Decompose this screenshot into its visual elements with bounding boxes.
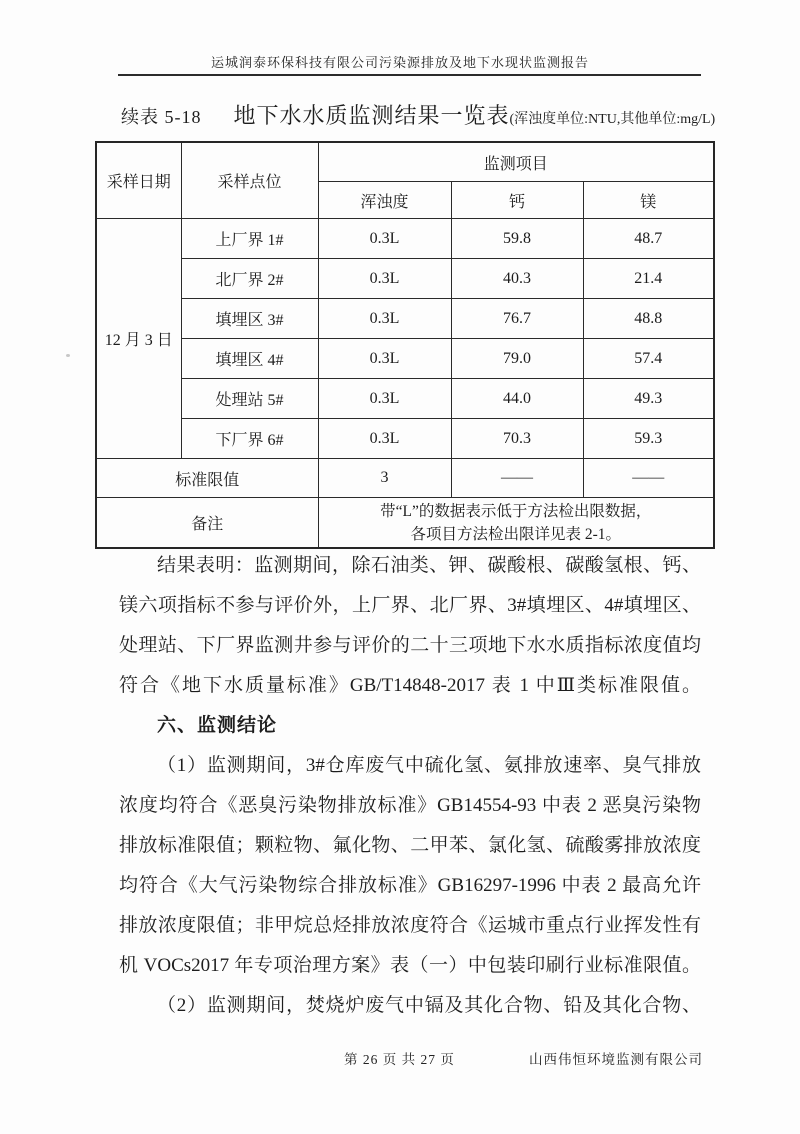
value-cell: 21.4: [583, 259, 714, 299]
header-monitoring-items: 监测项目: [318, 142, 714, 182]
water-quality-results-table: [95, 141, 715, 549]
table-caption: [121, 99, 715, 130]
remark-line: 各项目方法检出限详见表 2-1。: [410, 525, 622, 543]
value-cell: 40.3: [451, 259, 583, 299]
table-row: [96, 339, 714, 379]
text-line: （1）监测期间，3#仓库废气中硫化氢、氨排放速率、臭气排放: [157, 755, 701, 776]
paragraph: [119, 746, 701, 986]
text-line: 浓度均符合《恶臭污染物排放标准》GB14554-93 中表 2 恶臭污染物: [119, 795, 701, 816]
standard-limit-row: [96, 459, 714, 498]
table-units: (浑浊度单位:NTU,其他单位:mg/L): [509, 112, 716, 127]
remark-row: [96, 498, 714, 549]
sample-point-cell: 北厂界 2#: [181, 259, 318, 299]
header-sample-point: 采样点位: [181, 142, 318, 219]
text-line: （2）监测期间，焚烧炉废气中镉及其化合物、铅及其化合物、: [157, 995, 701, 1016]
value-cell: 79.0: [451, 339, 583, 379]
sample-point-cell: 下厂界 6#: [181, 419, 318, 459]
remark-label: 备注: [96, 498, 318, 549]
limit-label: 标准限值: [96, 459, 318, 498]
header-sample-date: 采样日期: [96, 142, 181, 219]
value-cell: 57.4: [583, 339, 714, 379]
table-row: [96, 379, 714, 419]
footer-company-name: 山西伟恒环境监测有限公司: [529, 1052, 703, 1067]
limit-calcium: ——: [451, 459, 583, 498]
table-number: 续表 5-18: [121, 107, 202, 127]
table-header-row: [96, 142, 714, 182]
table-row: [96, 219, 714, 259]
report-running-header: 运城润泰环保科技有限公司污染源排放及地下水现状监测报告: [210, 55, 589, 70]
header-turbidity: 浑浊度: [318, 182, 451, 219]
paragraph: [119, 986, 701, 1026]
text-line: 机 VOCs2017 年专项治理方案》表（一）中包装印刷行业标准限值。: [119, 955, 701, 976]
text-line: 排放浓度限值；非甲烷总烃排放浓度符合《运城市重点行业挥发性有: [119, 915, 701, 936]
text-line: 镁六项指标不参与评价外，上厂界、北厂界、3#填埋区、4#填埋区、: [119, 595, 701, 616]
header-calcium: 钙: [451, 182, 583, 219]
value-cell: 0.3L: [318, 259, 451, 299]
value-cell: 44.0: [451, 379, 583, 419]
section-heading: 六、监测结论: [157, 715, 278, 736]
sample-point-cell: 填埋区 4#: [181, 339, 318, 379]
limit-turbidity: 3: [318, 459, 451, 498]
table-row: [96, 299, 714, 339]
text-line: 符合《地下水质量标准》GB/T14848-2017 表 1 中Ⅲ类标准限值。: [119, 675, 701, 696]
sample-point-cell: 上厂界 1#: [181, 219, 318, 259]
value-cell: 0.3L: [318, 419, 451, 459]
limit-magnesium: ——: [583, 459, 714, 498]
text-line: 均符合《大气污染物综合排放标准》GB16297-1996 中表 2 最高允许: [119, 875, 701, 896]
sample-point-cell: 处理站 5#: [181, 379, 318, 419]
text-line: 结果表明：监测期间，除石油类、钾、碳酸根、碳酸氢根、钙、: [157, 555, 701, 576]
value-cell: 49.3: [583, 379, 714, 419]
text-line: 排放标准限值；颗粒物、氟化物、二甲苯、氯化氢、硫酸雾排放浓度: [119, 835, 701, 856]
paragraph: [119, 546, 701, 706]
header-divider: [118, 74, 701, 76]
header-magnesium: 镁: [583, 182, 714, 219]
value-cell: 76.7: [451, 299, 583, 339]
value-cell: 0.3L: [318, 379, 451, 419]
value-cell: 59.8: [451, 219, 583, 259]
value-cell: 59.3: [583, 419, 714, 459]
value-cell: 0.3L: [318, 219, 451, 259]
remark-line: 带“L”的数据表示低于方法检出限数据，: [380, 502, 652, 520]
value-cell: 70.3: [451, 419, 583, 459]
value-cell: 0.3L: [318, 299, 451, 339]
table-row: [96, 419, 714, 459]
sample-date-cell: 12 月 3 日: [96, 219, 181, 459]
body-content: [119, 546, 701, 1026]
table-title: 地下水水质监测结果一览表: [233, 103, 510, 128]
table-row: [96, 259, 714, 299]
text-line: 处理站、下厂界监测井参与评价的二十三项地下水水质指标浓度值均: [119, 635, 701, 656]
scan-speckle: [66, 354, 70, 357]
value-cell: 48.7: [583, 219, 714, 259]
remark-content: [318, 498, 714, 549]
page-number: 第 26 页 共 27 页: [344, 1052, 455, 1067]
value-cell: 0.3L: [318, 339, 451, 379]
sample-point-cell: 填埋区 3#: [181, 299, 318, 339]
value-cell: 48.8: [583, 299, 714, 339]
